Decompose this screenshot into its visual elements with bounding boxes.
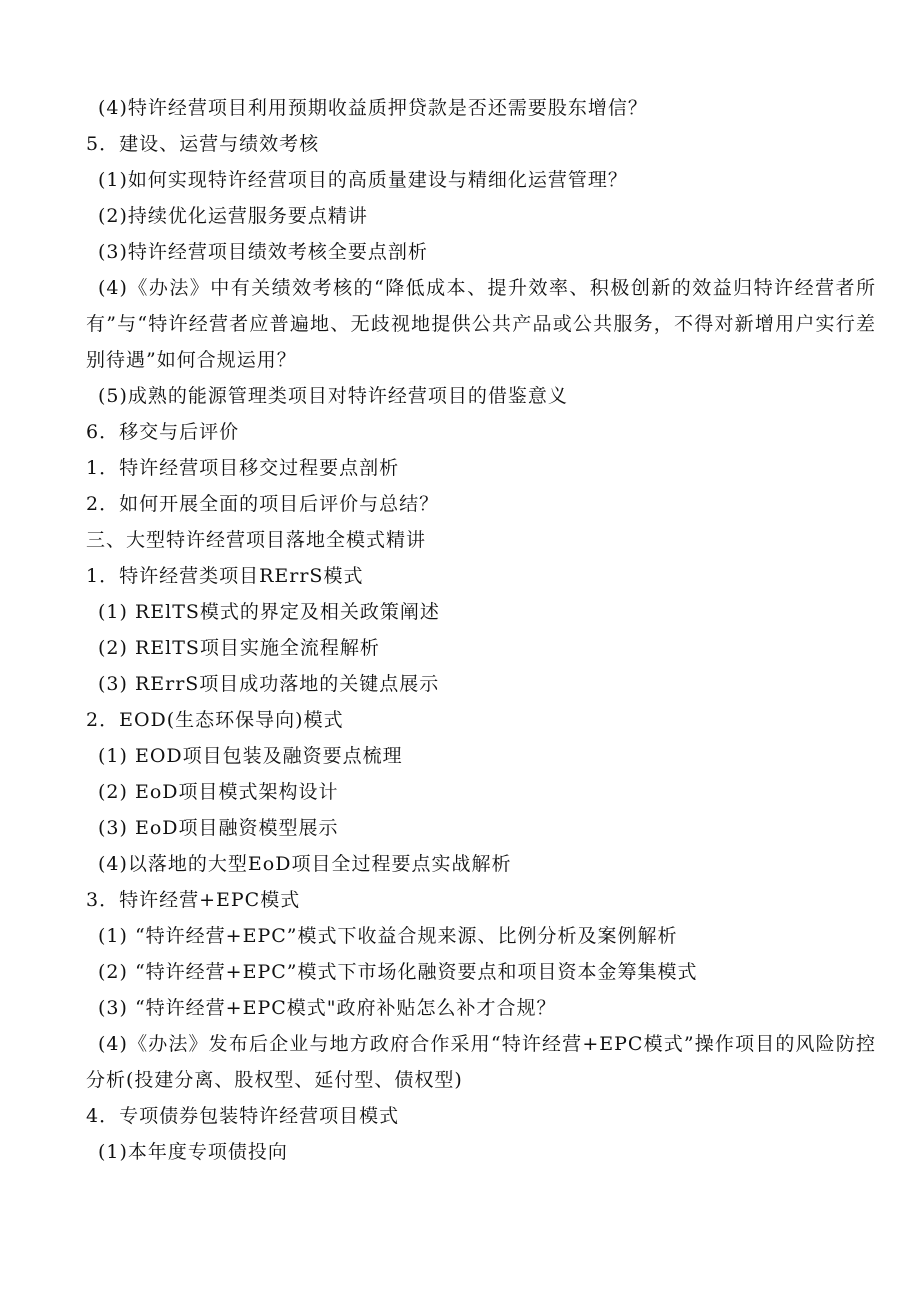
section-3-title: 三、大型特许经营项目落地全模式精讲 — [86, 529, 427, 551]
line-2-eod-architecture: (2) EoD项目模式架构设计 — [98, 781, 339, 803]
heading-1-reits: 1．特许经营类项目RErrS模式 — [86, 565, 364, 587]
line-2-post-evaluation: 2．如何开展全面的项目后评价与总结？ — [86, 493, 440, 515]
heading-5-construction: 5．建设、运营与绩效考核 — [86, 133, 320, 155]
line-3-eod-model: (3) EoD项目融资模型展示 — [98, 817, 339, 839]
heading-4-special-bonds: 4．专项债券包装特许经营项目模式 — [86, 1105, 400, 1127]
heading-2-eod: 2．EOD(生态环保导向)模式 — [86, 709, 344, 731]
heading-3-epc: 3．特许经营+EPC模式 — [86, 889, 301, 911]
line-2-reits-process: (2) RElTS项目实施全流程解析 — [98, 637, 380, 659]
line-3-epc-subsidy: (3) “特许经营+EPC模式"政府补贴怎么补才合规？ — [98, 997, 557, 1019]
line-2-ops-service: (2)持续优化运营服务要点精讲 — [98, 205, 368, 227]
line-3-kpi: (3)特许经营项目绩效考核全要点剖析 — [98, 241, 428, 263]
line-3-reits-keypoints: (3) RErrS项目成功落地的关键点展示 — [98, 673, 440, 695]
line-1-quality: (1)如何实现特许经营项目的高质量建设与精细化运营管理？ — [98, 169, 628, 191]
heading-6-transfer: 6．移交与后评价 — [86, 421, 240, 443]
line-1-bond-direction: (1)本年度专项债投向 — [98, 1141, 288, 1163]
line-1-reits-definition: (1) RElTS模式的界定及相关政策阐述 — [98, 601, 440, 623]
line-4-eod-case: (4)以落地的大型EoD项目全过程要点实战解析 — [98, 853, 512, 875]
paragraph-4-epc-risk: (4)《办法》发布后企业与地方政府合作采用“特许经营+EPC模式”操作项目的风险防控分析(投建分离、股权型、延付型、债权型) — [86, 1033, 876, 1091]
line-1-eod-packaging: (1) EOD项目包装及融资要点梳理 — [98, 745, 403, 767]
line-4-pledge-loan: (4)特许经营项目利用预期收益质押贷款是否还需要股东增信？ — [98, 97, 648, 119]
line-5-energy-mgmt: (5)成熟的能源管理类项目对特许经营项目的借鉴意义 — [98, 385, 568, 407]
line-2-epc-financing: (2) “特许经营+EPC”模式下市场化融资要点和项目资本金筹集模式 — [98, 961, 698, 983]
paragraph-4-measures-kpi: (4)《办法》中有关绩效考核的“降低成本、提升效率、积极创新的效益归特许经营者所有”与“特许经营者应普遍地、无歧视地提供公共产品或公共服务，不得对新增用户实行差别待遇”如何合规运用？ — [86, 277, 876, 371]
line-1-epc-income: (1) “特许经营+EPC”模式下收益合规来源、比例分析及案例解析 — [98, 925, 678, 947]
line-1-transfer-process: 1．特许经营项目移交过程要点剖析 — [86, 457, 400, 479]
